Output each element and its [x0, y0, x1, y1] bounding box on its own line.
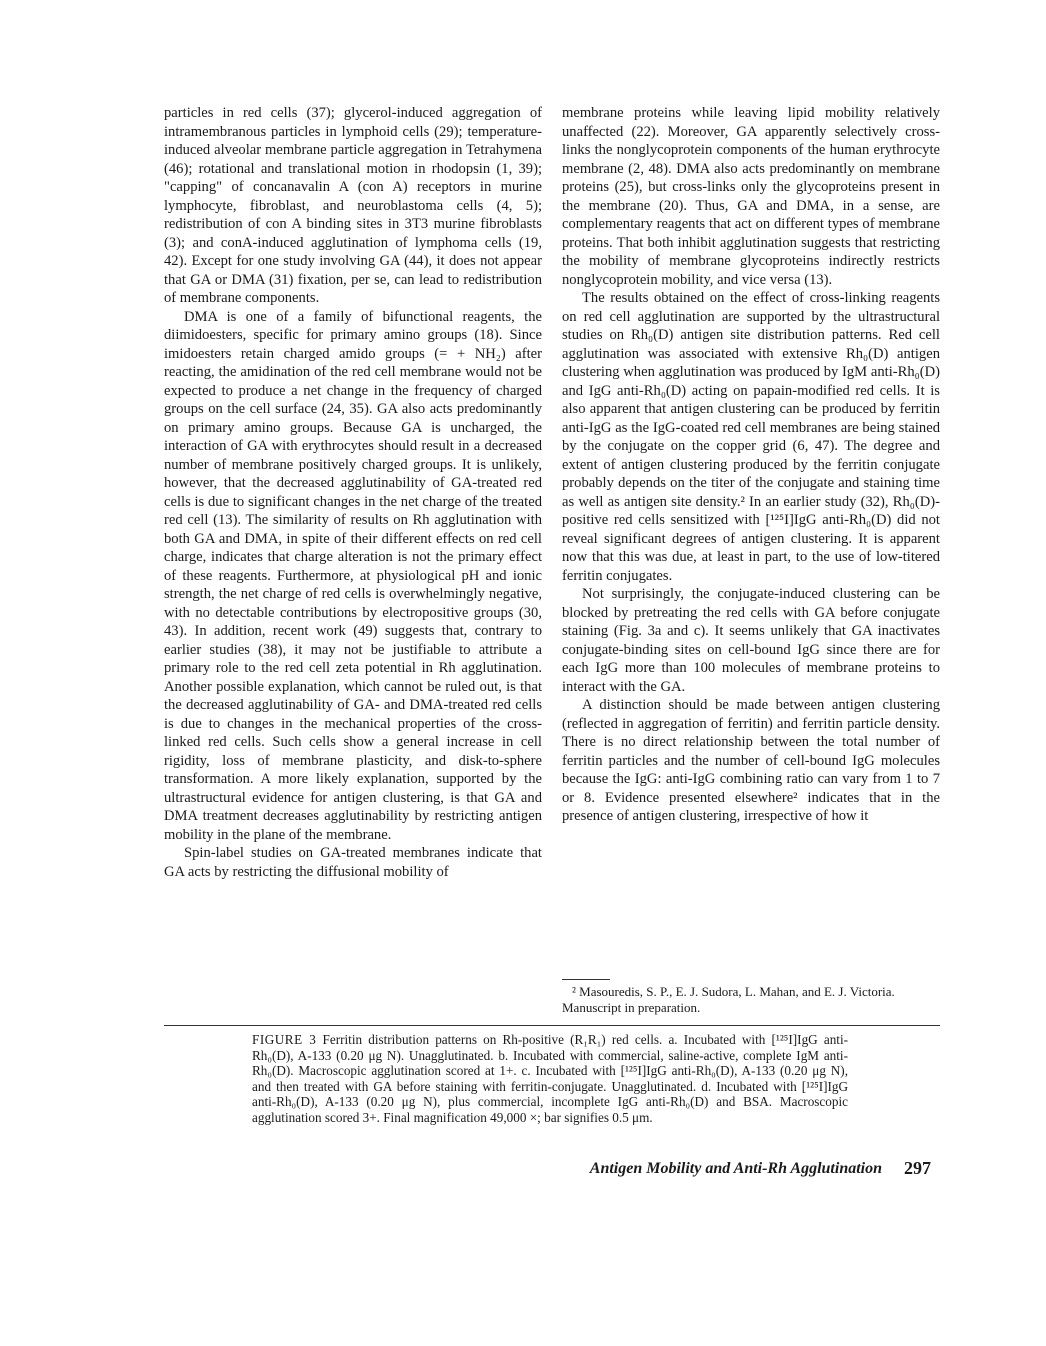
figure-label: FIGURE 3 [252, 1032, 317, 1047]
left-column [164, 104, 542, 881]
running-head: Antigen Mobility and Anti-Rh Agglutination [589, 1160, 882, 1177]
paragraph: Spin-label studies on GA-treated membranes indicate that GA acts by restricting the diffusional mobility of [164, 845, 542, 880]
paragraph: A distinction should be made between antigen clustering (reflected in aggregation of ferritin) and ferritin particle density. There is no direct relationship between the total number of ferritin particles and the number of cell-bound IgG molecules because the IgG: anti-IgG combining ratio can vary from 1 to 7 or 8. Evidence presented elsewhere² indicates that in the presence of antigen clustering, irrespective of how it [562, 697, 940, 824]
right-column [562, 104, 940, 826]
page-number: 297 [904, 1158, 931, 1178]
paragraph: DMA is one of a family of bifunctional reagents, the diimidoesters, specific for primary amino groups (18). Since imidoesters retain charged amido groups (= + NH₂) after reacting, the amidination of the red cell membrane would not be expected to produce a net change in the frequency of charged groups on the cell surface (24, 35). GA also acts predominantly on primary amino groups. Because GA is uncharged, the interaction of GA with erythrocytes should result in a decreased number of membrane positively charged groups. It is unlikely, however, that the decreased agglutinability of GA-treated red cells is due to significant changes in the net charge of the treated red cell (13). The similarity of results on Rh agglutination with both GA and DMA, in spite of their different effects on red cell charge, indicates that charge alteration is not the primary effect of these reagents. Furthermore, at physiological pH and ionic strength, the net charge of red cells is overwhelmingly negative, with no detectable contributions by electropositive groups (30, 43). In addition, recent work (49) suggests that, contrary to earlier studies (38), it may not be justifiable to attribute a primary role to the red cell zeta potential in Rh agglutination. Another possible explanation, which cannot be ruled out, is that the decreased agglutinability of GA- and DMA-treated red cells is due to changes in the mechanical properties of the cross-linked red cells. Such cells show a general increase in cell rigidity, loss of membrane plasticity, and disk-to-sphere transformation. A more likely explanation, supported by the ultrastructural evidence for antigen clustering, is that GA and DMA treatment decreases agglutinability by restricting antigen mobility in the plane of the membrane. [164, 308, 542, 843]
paragraph: particles in red cells (37); glycerol-induced aggregation of intramembranous particles in lymphoid cells (29); temperature-induced alveolar membrane particle aggregation in Tetrahymena (46); rotational and translational motion in rhodopsin (1, 39); "capping" of concanavalin A (con A) receptors in murine lymphocyte, fibroblast, and neuroblastoma cells (4, 5); redistribution of con A binding sites in 3T3 murine fibroblasts (3); and conA-induced agglutination of lymphoma cells (19, 42). Except for one study involving GA (44), it does not appear that GA or DMA (31) fixation, per se, can lead to redistribution of membrane components. [164, 105, 542, 306]
caption-text: Ferritin distribution patterns on Rh-positive (R₁R₁) red cells. a. Incubated with [¹²⁵I]IgG anti-Rh₀(D), A-133 (0.20 μg N). Unagglutinated. b. Incubated with commercial, saline-active, complete IgM anti-Rh₀(D). Macroscopic agglutination scored at 1+. c. Incubated with [¹²⁵I]IgG anti-Rh₀(D), A-133 (0.20 μg N), and then treated with GA before staining with ferritin-conjugate. Unagglutinated. d. Incubated with [¹²⁵I]IgG anti-Rh₀(D), A-133 (0.20 μg N), plus commercial, incomplete IgG anti-Rh₀(D) and BSA. Macroscopic agglutination scored 3+. Final magnification 49,000 ×; bar signifies 0.5 μm. [252, 1032, 849, 1125]
footnote-divider [562, 979, 610, 980]
footnote: ² Masouredis, S. P., E. J. Sudora, L. Mahan, and E. J. Victoria. Manuscript in preparation. [562, 984, 895, 1015]
caption-divider [164, 1025, 940, 1026]
paragraph: Not surprisingly, the conjugate-induced clustering can be blocked by pretreating the red cells with GA before conjugate staining (Fig. 3a and c). It seems unlikely that GA inactivates conjugate-binding sites on cell-bound IgG since there are for each IgG more than 100 molecules of membrane proteins to interact with the GA. [562, 586, 940, 695]
figure-caption [252, 1032, 848, 1126]
paragraph: The results obtained on the effect of cross-linking reagents on red cell agglutination are supported by the ultrastructural studies on Rh₀(D) antigen site distribution patterns. Red cell agglutination was associated with extensive Rh₀(D) antigen clustering when agglutination was produced by IgM anti-Rh₀(D) and IgG anti-Rh₀(D) acting on papain-modified red cells. It is also apparent that antigen clustering can be produced by ferritin anti-IgG as the IgG-coated red cell membranes are being stained by the conjugate on the copper grid (6, 47). The degree and extent of antigen clustering produced by the ferritin conjugate probably depends on the titer of the conjugate and staining time as well as antigen site density.² In an earlier study (32), Rh₀(D)-positive red cells sensitized with [¹²⁵I]IgG anti-Rh₀(D) did not reveal significant degrees of antigen clustering. It is apparent now that this was due, at least in part, to the use of low-titered ferritin conjugates. [562, 290, 940, 584]
paragraph: membrane proteins while leaving lipid mobility relatively unaffected (22). Moreover, GA apparently selectively cross-links the nonglycoprotein components of the human erythrocyte membrane (2, 48). DMA also acts predominantly on membrane proteins (25), but cross-links only the glycoproteins present in the membrane (20). Thus, GA and DMA, in a sense, are complementary reagents that act on different types of membrane proteins. That both inhibit agglutination suggests that restricting the mobility of membrane glycoproteins indirectly restricts nonglycoprotein mobility, and vice versa (13). [562, 105, 940, 288]
